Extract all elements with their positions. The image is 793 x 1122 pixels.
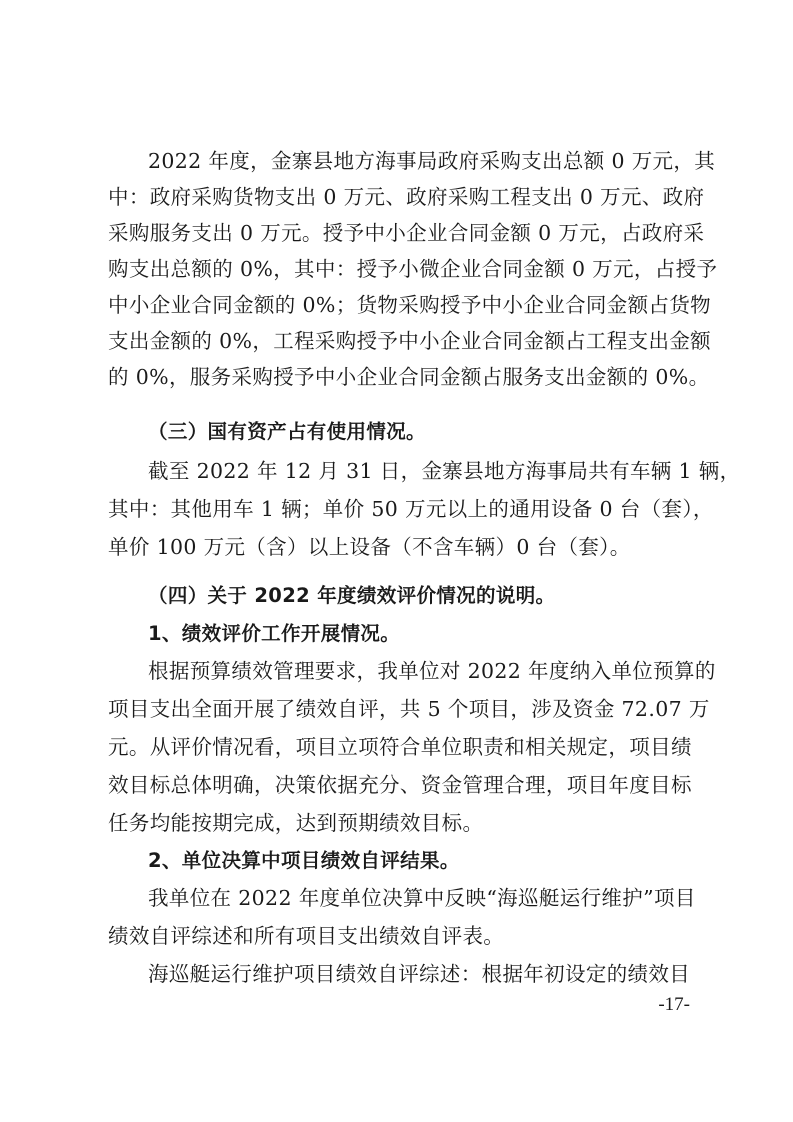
paragraph-line: 的 0%，服务采购授予中小企业合同金额占服务支出金额的 0%。 — [108, 365, 710, 389]
paragraph-line: 采购服务支出 0 万元。授予中小企业合同金额 0 万元，占政府采 — [108, 221, 705, 245]
paragraph-line: 元。从评价情况看，项目立项符合单位职责和相关规定，项目绩 — [108, 735, 692, 759]
paragraph-line: 任务均能按期完成，达到预期绩效目标。 — [108, 811, 484, 835]
subsection-heading: 1、绩效评价工作开展情况。 — [148, 622, 401, 645]
page-number: -17- — [658, 994, 690, 1015]
subsection-heading: 2、单位决算中项目绩效自评结果。 — [148, 849, 460, 872]
section-heading: （四）关于 2022 年度绩效评价情况的说明。 — [148, 584, 556, 607]
paragraph-line: 效目标总体明确，决策依据充分、资金管理合理，项目年度目标 — [108, 773, 692, 797]
paragraph-line: 中小企业合同金额的 0%；货物采购授予中小企业合同金额占货物 — [108, 293, 712, 317]
paragraph-line: 中：政府采购货物支出 0 万元、政府采购工程支出 0 万元、政府 — [108, 185, 705, 209]
paragraph-line: 海巡艇运行维护项目绩效自评综述：根据年初设定的绩效目 — [148, 962, 691, 986]
paragraph-line: 其中：其他用车 1 辆；单价 50 万元以上的通用设备 0 台（套）， — [108, 497, 714, 521]
paragraph-line: 项目支出全面开展了绩效自评，共 5 个项目，涉及资金 72.07 万 — [108, 697, 710, 721]
paragraph-line: 单价 100 万元（含）以上设备（不含车辆）0 台（套）。 — [108, 535, 631, 559]
paragraph-line: 截至 2022 年 12 月 31 日，金寨县地方海事局共有车辆 1 辆， — [148, 459, 741, 483]
paragraph-line: 购支出总额的 0%，其中：授予小微企业合同金额 0 万元，占授予 — [108, 257, 718, 281]
paragraph-line: 根据预算绩效管理要求，我单位对 2022 年度纳入单位预算的 — [148, 659, 716, 683]
paragraph-line: 我单位在 2022 年度单位决算中反映“海巡艇运行维护”项目 — [148, 886, 696, 910]
paragraph-line: 2022 年度，金寨县地方海事局政府采购支出总额 0 万元，其 — [148, 149, 716, 173]
paragraph-line: 绩效自评综述和所有项目支出绩效自评表。 — [108, 924, 505, 948]
section-heading: （三）国有资产占有使用情况。 — [148, 420, 426, 443]
paragraph-line: 支出金额的 0%，工程采购授予中小企业合同金额占工程支出金额 — [108, 329, 712, 353]
